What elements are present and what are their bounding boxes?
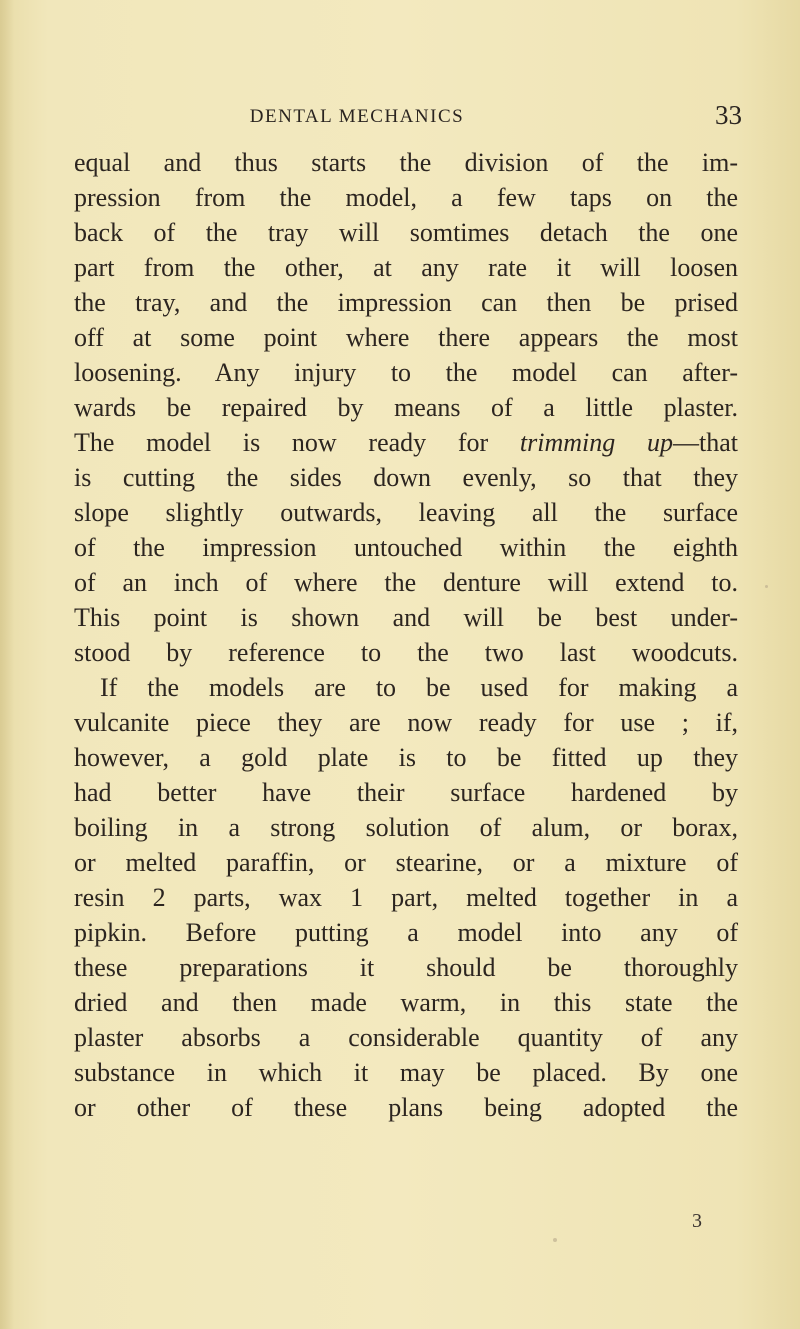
- text-line: of the impression untouched within the eighth: [74, 533, 738, 562]
- text-line: slope slightly outwards, leaving all the surface: [74, 498, 738, 527]
- text-line: loosening. Any injury to the model can after-: [74, 358, 738, 387]
- text-line: plaster absorbs a considerable quantity of any: [74, 1023, 738, 1052]
- text-line: stood by reference to the two last woodcuts.: [74, 638, 738, 667]
- italic-term: trimming up: [519, 428, 673, 457]
- text-line: If the models are to be used for making a: [100, 673, 738, 702]
- paper-speck: [765, 585, 768, 588]
- text-line: pression from the model, a few taps on the: [74, 183, 738, 212]
- text-line: part from the other, at any rate it will loosen: [74, 253, 738, 282]
- text-line: wards be repaired by means of a little plaster.: [74, 393, 738, 422]
- text-line: these preparations it should be thoroughly: [74, 953, 738, 982]
- text-line: the tray, and the impression can then be prised: [74, 288, 738, 317]
- text-line: or melted paraffin, or stearine, or a mixture of: [74, 848, 738, 877]
- text-segment: The model is now ready for: [74, 428, 520, 457]
- text-line: dried and then made warm, in this state the: [74, 988, 738, 1017]
- text-segment: —that: [673, 428, 738, 457]
- text-line: of an inch of where the denture will extend to.: [74, 568, 738, 597]
- running-title: DENTAL MECHANICS: [249, 106, 465, 127]
- text-line: is cutting the sides down evenly, so that they: [74, 463, 738, 492]
- text-line: vulcanite piece they are now ready for use ; if,: [74, 708, 738, 737]
- page-number: 33: [715, 100, 742, 130]
- text-line: [74, 425, 738, 460]
- body-text: [74, 145, 738, 1125]
- text-line: equal and thus starts the division of the im-: [74, 148, 738, 177]
- text-line: or other of these plans being adopted the: [74, 1093, 738, 1122]
- text-line: had better have their surface hardened by: [74, 778, 738, 807]
- signature-mark: 3: [692, 1210, 702, 1232]
- text-line: however, a gold plate is to be fitted up they: [74, 743, 738, 772]
- text-line: substance in which it may be placed. By one: [74, 1058, 738, 1087]
- paper-speck: [553, 1238, 557, 1242]
- text-line: resin 2 parts, wax 1 part, melted together in a: [74, 883, 738, 912]
- text-line: off at some point where there appears the most: [74, 323, 738, 352]
- text-line: back of the tray will somtimes detach the one: [74, 218, 738, 247]
- text-line: pipkin. Before putting a model into any of: [74, 918, 738, 947]
- text-line: This point is shown and will be best under-: [74, 603, 738, 632]
- page-header: [72, 100, 742, 140]
- text-line: boiling in a strong solution of alum, or borax,: [74, 813, 738, 842]
